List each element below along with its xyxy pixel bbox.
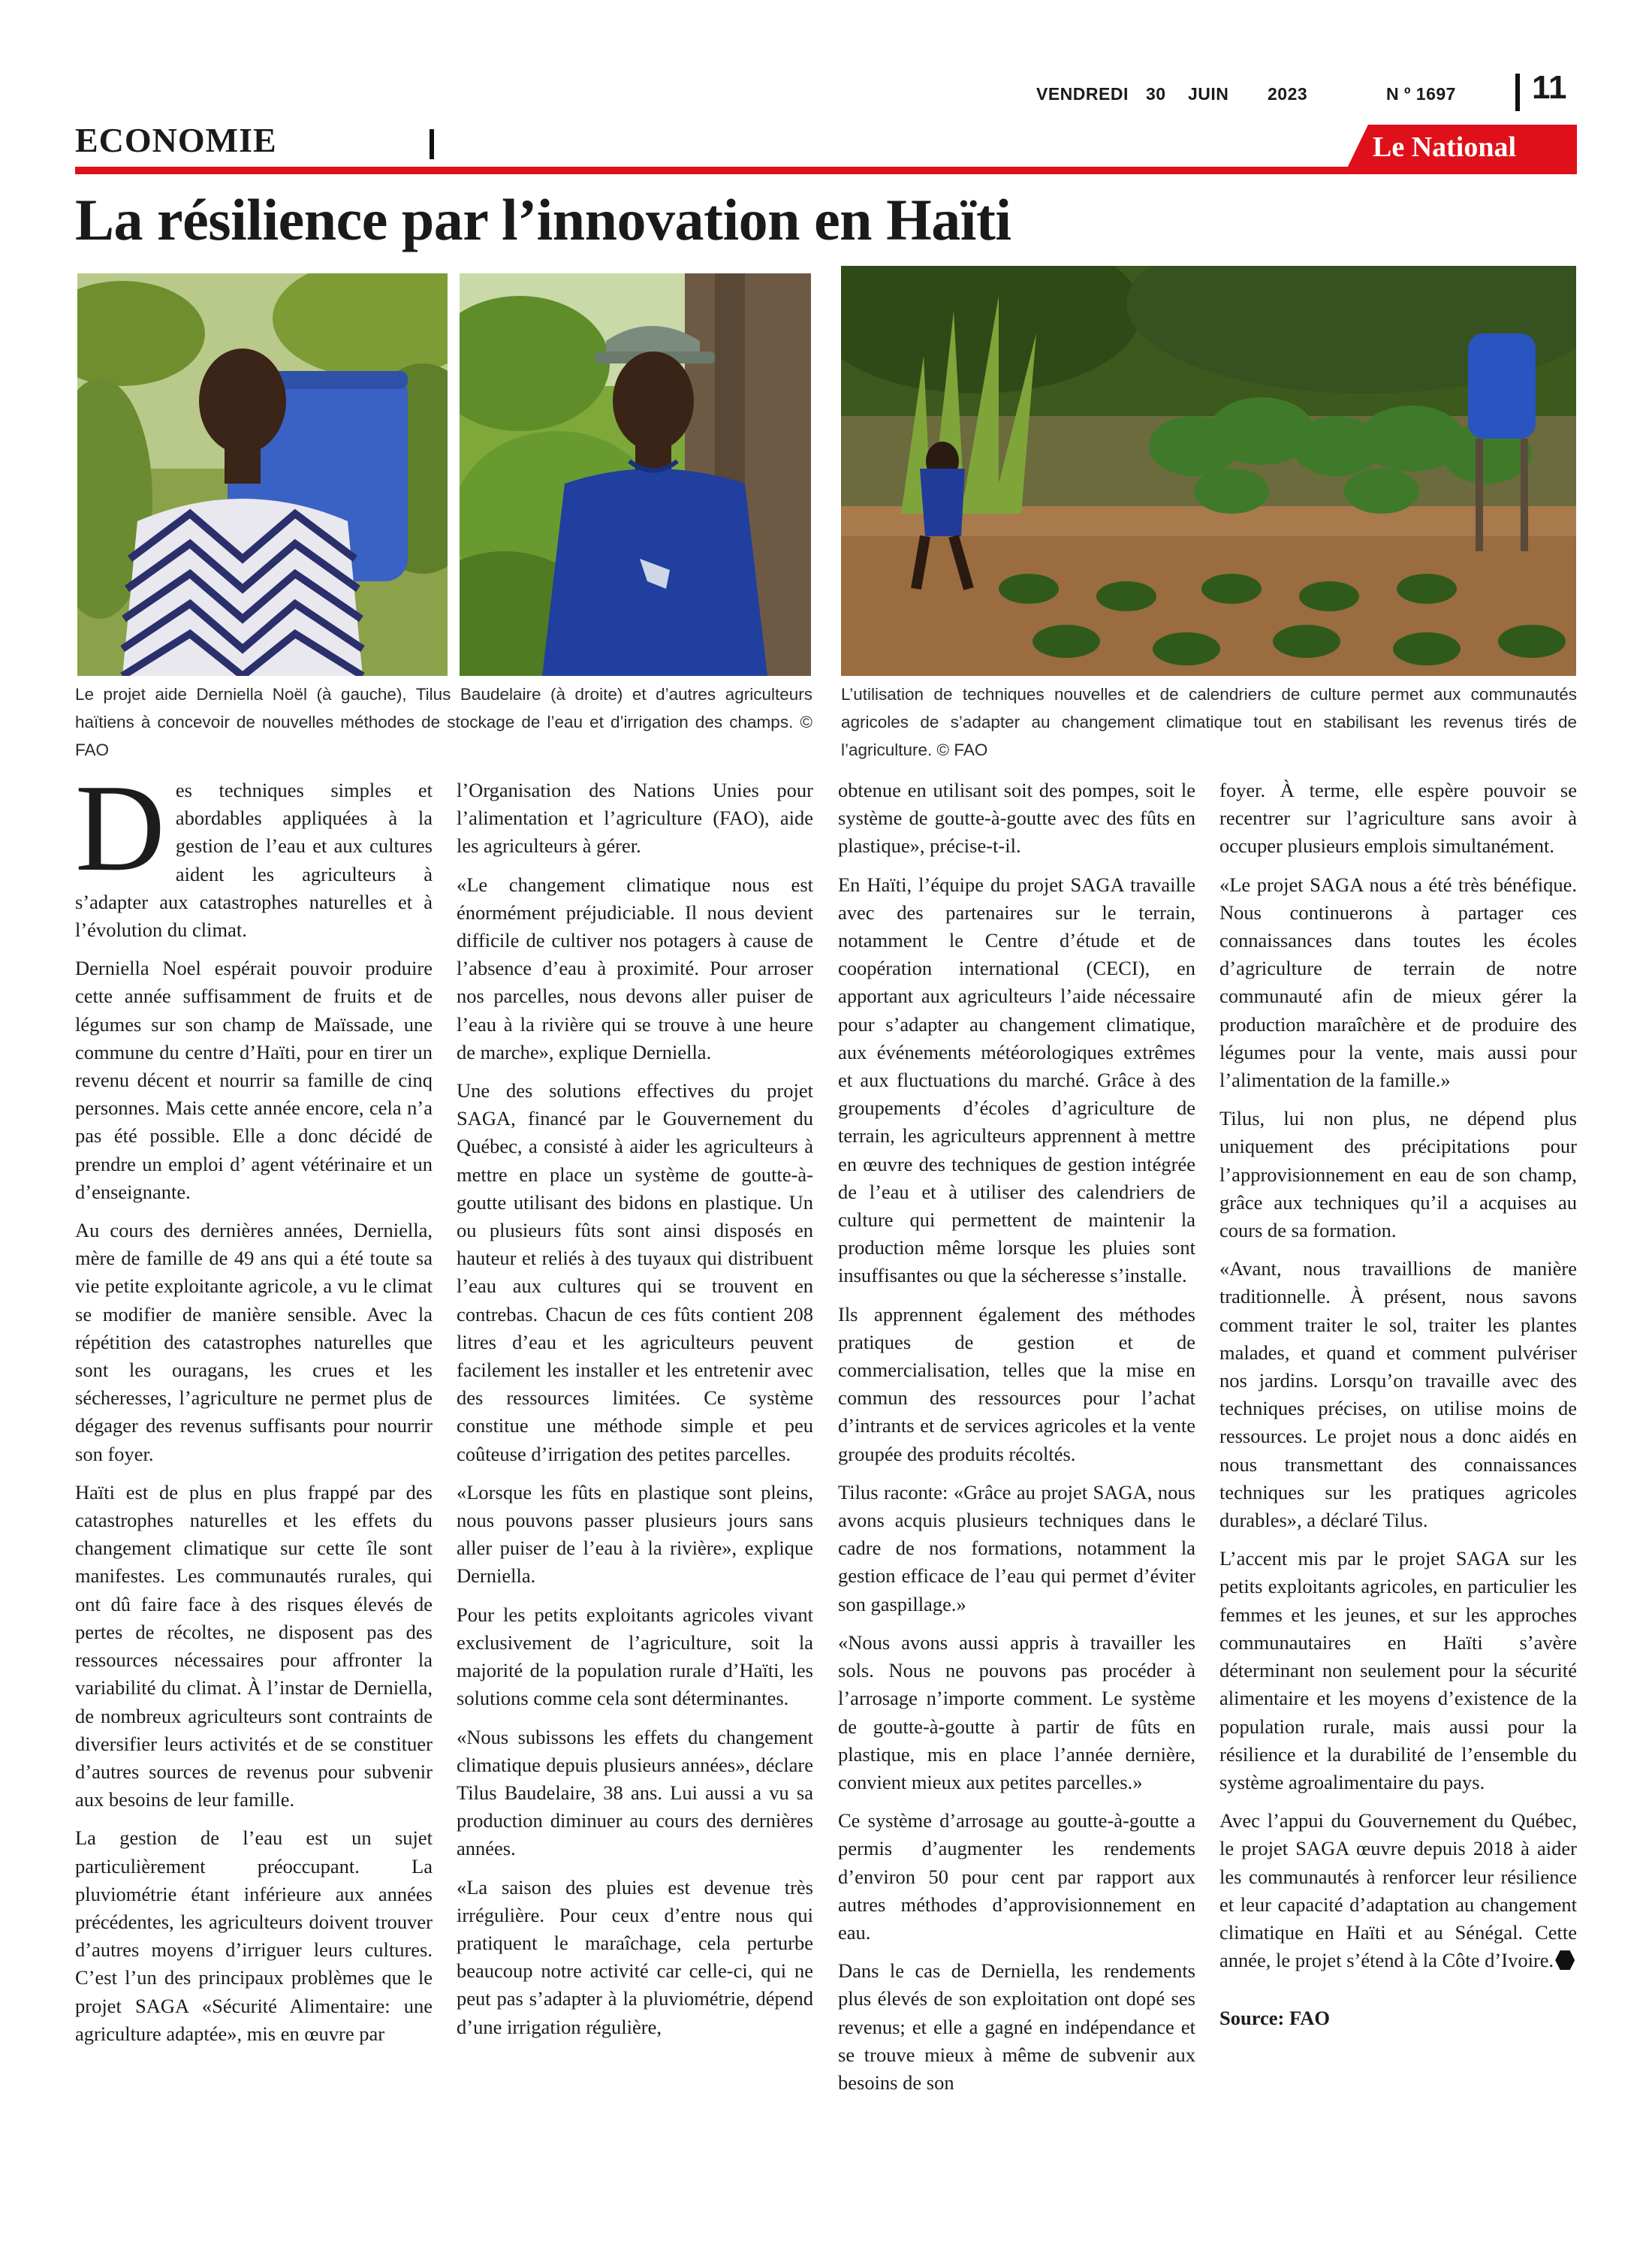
paragraph: Une des solutions effectives du projet SAGA, financé par le Gouvernement du Québec, a consisté à aider les agriculteurs à mettre en place un système de goutte-à-goutte utilisant des bidons en plastique. Un ou plusieurs fûts sont ainsi disposés en hauteur et reliés à des tuyaux qui distribuent l’eau aux cultures qui se trouvent en contrebas. Chacun de ces fûts contient 208 litres d’eau et les agriculteurs peuvent facilement les installer et les entretenir avec des ressources limitées. Ce système constitue une méthode simple et peu coûteuse d’irrigation des petites parcelles. — [457, 1079, 813, 1465]
paragraph: obtenue en utilisant soit des pompes, soit le système de goutte-à-goutte avec des fûts en plastique», précise-t-il. — [838, 779, 1195, 858]
date-month: JUIN — [1188, 84, 1229, 104]
issue-number: N º 1697 — [1386, 84, 1456, 104]
paragraph: «La saison des pluies est devenue très irrégulière. Pour ceux d’entre nous qui pratiquent le maraîchage, cela perturbe beaucoup notre activité car celle-ci, qui ne peut pas s’adapter à la pluviométrie, dépend d’une irrigation régulière, — [457, 1875, 813, 2038]
photo-tilus — [460, 273, 811, 676]
paragraph: «Nous subissons les effets du changement climatique depuis plusieurs années», déclare Tilus Baudelaire, 38 ans. Lui aussi a vu sa production diminuer au cours des dernières années. — [457, 1725, 813, 1860]
final-paragraph — [1219, 1807, 1577, 1974]
photo-caption: L’utilisation de techniques nouvelles et de calendriers de culture permet aux communautés agricoles de s’adapter au changement climatique tout en stabilisant les revenus tirés de l’agriculture. © FAO — [841, 685, 1577, 759]
article-column-4 — [1219, 777, 1577, 2043]
paragraph: Tilus raconte: «Grâce au projet SAGA, nous avons acquis plusieurs techniques dans le cadre de nos formations, notamment la gestion efficace de l’eau qui permet d’éviter son gaspillage.» — [838, 1480, 1195, 1615]
paragraph: La gestion de l’eau est un sujet particulièrement préoccupant. La pluviométrie étant inférieure aux années précédentes, les agriculteurs doivent trouver d’autres moyens d’irriguer leurs cultures. C’est l’un des principaux problèmes que le projet SAGA «Sécurité Alimentaire: une agriculture adaptée», mis en œuvre par — [75, 1826, 433, 2045]
brand-name: Le National — [1373, 131, 1517, 163]
paragraph: Haïti est de plus en plus frappé par des catastrophes naturelles et les effets du changement climatique sur cette île sont manifestes. Les communautés rurales, qui ont dû faire face à des risques élevés de pertes de récoltes, ne disposent pas des ressources nécessaires pour affronter la variabilité du climat. À l’instar de Derniella, de nombreux agriculteurs sont contraints de diversifier leurs activités et de se constituer d’autres sources de revenus pour subvenir aux besoins de leur famille. — [75, 1480, 433, 1811]
paragraph: «Le projet SAGA nous a été très bénéfique. Nous continuerons à partager ces connaissances dans toutes les écoles d’agriculture de terrain de notre communauté afin de mieux gérer la production maraîchère et de produire des légumes pour la vente, mais aussi pour l’alimentation de la famille.» — [1219, 873, 1577, 1092]
photo-garden — [841, 266, 1576, 676]
section-title: ECONOMIE — [75, 121, 277, 159]
paragraph: Ils apprennent également des méthodes pratiques de gestion et de commercialisation, telles que la mise en commun des ressources pour l’achat d’intrants et de services agricoles et la vente groupée des produits récoltés. — [838, 1302, 1195, 1465]
paragraph: Au cours des dernières années, Derniella, mère de famille de 49 ans qui a été toute sa vie petite exploitante agricole, a vu le climat se modifier de manière sensible. Avec la répétition des catastrophes naturelles que sont les ouragans, les crues et les sécheresses, l’agriculture ne permet plus de dégager des revenus suffisants pour nourrir son foyer. — [75, 1219, 433, 1465]
paragraph: Ce système d’arrosage au goutte-à-goutte a permis d’augmenter les rendements d’environ 50 pour cent par rapport aux autres méthodes d’approvisionnement en eau. — [838, 1809, 1195, 1944]
paragraph-text: Avec l’appui du Gouvernement du Québec, le projet SAGA œuvre depuis 2018 à aider les communautés à renforcer leur résilience et leur capacité d’adaptation au changement climatique en Haïti et au Sénégal. Cette année, le projet s’étend à la Côte d’Ivoire. — [1219, 1809, 1577, 1972]
paragraph: L’accent mis par le projet SAGA sur les petits exploitants agricoles, en particulier les femmes et les jeunes, et sur les approches communautaires en Haïti s’avère déterminant non seulement pour la sécurité alimentaire et les moyens d’existence de la population rurale, mais aussi pour la résilience et la durabilité de l’ensemble du système agroalimentaire du pays. — [1219, 1547, 1577, 1793]
paragraph-text: es techniques simples et abordables appliquées à la gestion de l’eau et aux cultures aident les agriculteurs à s’adapter aux catastrophes naturelles et à l’évolution du climat. — [75, 779, 433, 942]
photo-derniella — [77, 273, 448, 676]
photo-caption: Le projet aide Derniella Noël (à gauche), Tilus Baudelaire (à droite) et d’autres agriculteurs haïtiens à concevoir de nouvelles méthodes de stockage de l’eau et d’irrigation des champs. © FAO — [75, 685, 812, 759]
paragraph: Pour les petits exploitants agricoles vivant exclusivement de l’agriculture, soit la majorité de la population rurale d’Haïti, les solutions comme cela sont déterminantes. — [457, 1603, 813, 1710]
paragraph: En Haïti, l’équipe du projet SAGA travaille avec des partenaires sur le terrain, notamment le Centre d’étude et de coopération international (CECI), en apportant aux agriculteurs l’aide nécessaire pour s’adapter au changement climatique, aux événements météorologiques extrêmes et aux fluctuations du marché. Grâce à des groupements d’écoles d’agriculture de terrain, les agriculteurs apprennent à mettre en œuvre des techniques de gestion intégrée de l’eau et à utiliser des calendriers de culture qui permettent de maintenir la production même lorsque les pluies sont insuffisantes ou que la sécheresse s’installe. — [838, 873, 1195, 1287]
paragraph: foyer. À terme, elle espère pouvoir se recentrer sur l’agriculture sans avoir à occuper plusieurs emplois simultanément. — [1219, 779, 1577, 858]
paragraph: «Avant, nous travaillions de manière traditionnelle. À présent, nous savons comment traiter le sol, traiter les plantes malades, et quand et comment pulvériser nos jardins. Lorsqu’on travaille avec des techniques précises, on utilise moins de ressources. Le projet nous a donc aidés en nous transmettant des connaissances techniques sur les pratiques agricoles durables», a déclaré Tilus. — [1219, 1257, 1577, 1532]
article-headline: La résilience par l’innovation en Haïti — [75, 187, 1011, 252]
section-divider — [430, 129, 434, 159]
paragraph: l’Organisation des Nations Unies pour l’alimentation et l’agriculture (FAO), aide les agriculteurs à gérer. — [457, 779, 813, 858]
lead-paragraph — [75, 759, 433, 944]
drop-cap: D — [75, 759, 165, 897]
page-number: 11 — [1532, 69, 1567, 106]
article-column-1 — [75, 759, 433, 2058]
date-day: VENDREDI — [1036, 84, 1129, 104]
article-column-3 — [838, 777, 1195, 2107]
date-number: 30 — [1146, 84, 1166, 104]
end-mark-icon — [1555, 1950, 1575, 1970]
paragraph: Derniella Noel espérait pouvoir produire cette année suffisamment de fruits et de légumes sur son champ de Maïssade, une commune du centre d’Haïti, pour en tirer un revenu décent et nourrir sa famille de cinq personnes. Mais cette année encore, cela n’a pas été possible. Elle a donc décidé de prendre un emploi d’ agent vétérinaire et un d’enseignante. — [75, 957, 433, 1203]
paragraph: Dans le cas de Derniella, les rendements plus élevés de son exploitation ont dopé ses revenus; et elle a gagné en indépendance et se trouve mieux à même de subvenir aux besoins de son — [838, 1959, 1195, 2094]
page-number-divider — [1515, 74, 1520, 111]
paragraph: Tilus, lui non plus, ne dépend plus uniquement des précipitations pour l’approvisionnement en eau de son champ, grâce aux techniques qu’il a acquises au cours de sa formation. — [1219, 1107, 1577, 1242]
date-year: 2023 — [1268, 84, 1308, 104]
article-source: Source: FAO — [1219, 2007, 1330, 2030]
article-column-2 — [457, 777, 813, 2052]
paragraph: «Nous avons aussi appris à travailler les sols. Nous ne pouvons pas procéder à l’arrosage n’importe comment. Le système de goutte-à-goutte à partir de fûts en plastique, mis en place l’année dernière, convient mieux aux petites parcelles.» — [838, 1630, 1195, 1793]
paragraph: «Le changement climatique nous est énormément préjudiciable. Il nous devient difficile de cultiver nos potagers à cause de l’absence d’eau à proximité. Pour arroser nos parcelles, nous devons aller puiser de l’eau à la rivière qui se trouve à une heure de marche», explique Derniella. — [457, 873, 813, 1063]
paragraph: «Lorsque les fûts en plastique sont pleins, nous pouvons passer plusieurs jours sans aller puiser de l’eau à la rivière», explique Derniella. — [457, 1480, 813, 1588]
